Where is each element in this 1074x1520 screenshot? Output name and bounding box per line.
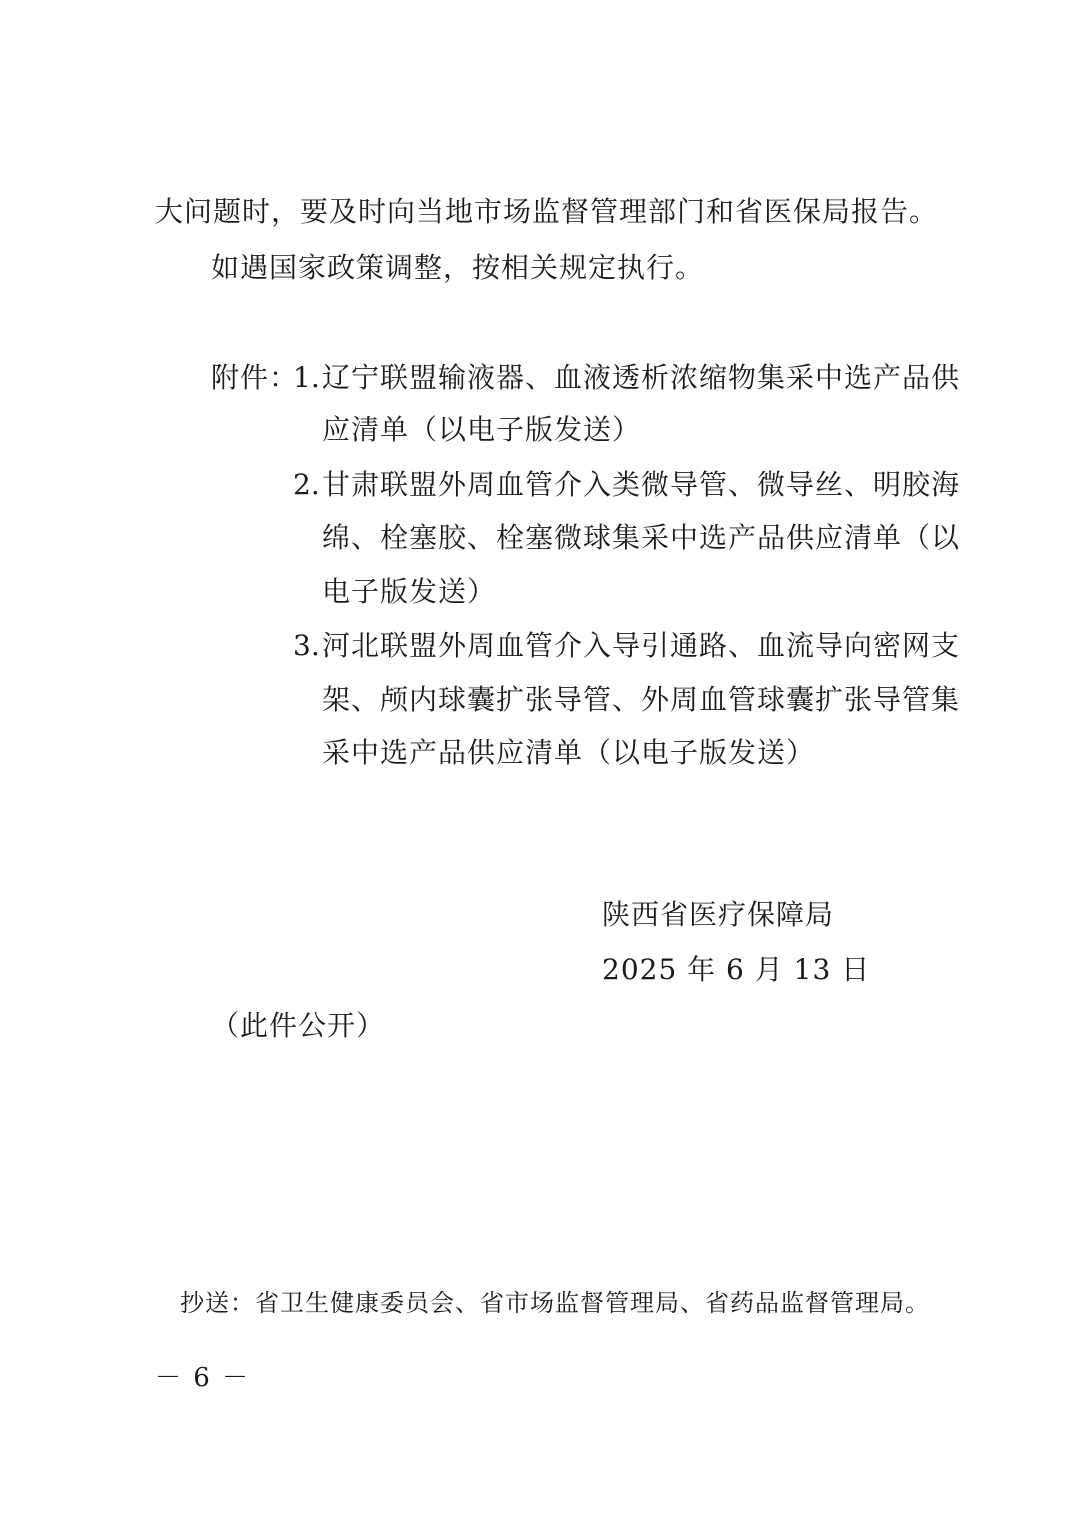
- attachment-line: 绵、栓塞胶、栓塞微球集采中选产品供应清单（以: [322, 521, 961, 554]
- cc-recipients: 抄送：省卫生健康委员会、省市场监督管理局、省药品监督管理局。: [180, 1289, 930, 1317]
- body-text-line: 如遇国家政策调整，按相关规定执行。: [211, 251, 705, 284]
- issuing-organization: 陕西省医疗保障局: [602, 898, 835, 931]
- attachment-line: 甘肃联盟外周血管介入类微导管、微导丝、明胶海: [322, 468, 961, 501]
- body-text-line: 大问题时，要及时向当地市场监督管理部门和省医保局报告。: [155, 195, 939, 228]
- attachment-line: 架、颅内球囊扩张导管、外周血管球囊扩张导管集: [322, 683, 961, 716]
- page-number: － 6 －: [155, 1363, 251, 1393]
- attachment-line: 应清单（以电子版发送）: [322, 413, 642, 446]
- issue-date: 2025 年 6 月 13 日: [602, 953, 871, 986]
- disclosure-note: （此件公开）: [211, 1009, 386, 1042]
- attachment-number: 3.: [293, 629, 320, 662]
- attachment-number: 1.: [293, 361, 320, 394]
- attachment-line: 辽宁联盟输液器、血液透析浓缩物集采中选产品供: [322, 361, 961, 394]
- attachment-number: 2.: [293, 468, 320, 501]
- attachment-line: 电子版发送）: [322, 575, 497, 608]
- attachment-line: 河北联盟外周血管介入导引通路、血流导向密网支: [322, 629, 961, 662]
- attachment-line: 采中选产品供应清单（以电子版发送）: [322, 736, 816, 769]
- attachments-label: 附件：: [211, 361, 299, 394]
